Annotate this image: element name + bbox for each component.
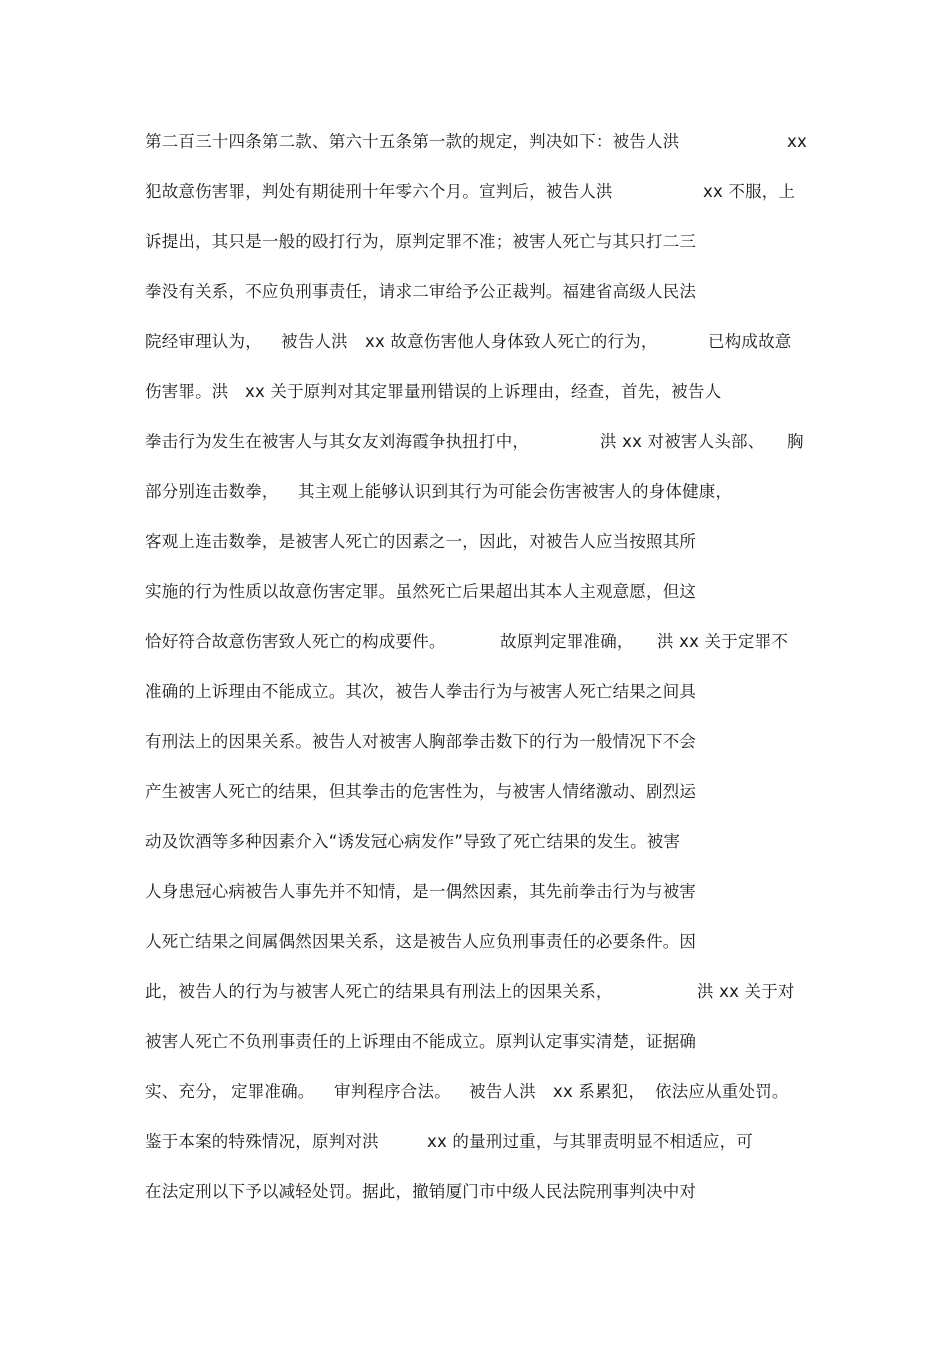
text-line	[145, 429, 804, 455]
text-segment: xx 系累犯，	[553, 1082, 646, 1101]
text-segment: 院经审理认为，	[145, 332, 262, 351]
text-segment: 犯故意伤害罪，判处有期徒刑十年零六个月。宣判后，被告人洪	[145, 182, 613, 201]
text-segment: xx 故意伤害他人身体致人死亡的行为，	[365, 332, 658, 351]
text-segment: 拳没有关系，不应负刑事责任，请求二审给予公正裁判。福建省高级人民法	[145, 282, 697, 301]
text-segment: 部分别连击数拳，	[145, 482, 279, 501]
text-segment: 恰好符合故意伤害致人死亡的构成要件。	[145, 632, 446, 651]
text-segment: 动及饮酒等多种因素介入“诱发冠心病发作”导致了死亡结果的发生。被害	[145, 832, 681, 851]
text-segment: 胸	[787, 432, 804, 451]
text-segment: 实施的行为性质以故意伤害定罪。虽然死亡后果超出其本人主观意愿，但这	[145, 582, 697, 601]
text-line	[145, 579, 697, 605]
text-segment: xx 不服，上	[703, 182, 796, 201]
text-segment: xx 的量刑过重，与其罪责明显不相适应，可	[427, 1132, 753, 1151]
text-segment: 被告人洪	[281, 332, 348, 351]
text-segment: 洪 xx 关于定罪不	[657, 632, 789, 651]
text-segment: 其主观上能够认识到其行为可能会伤害被害人的身体健康，	[298, 482, 733, 501]
text-line	[145, 779, 697, 805]
text-segment: 拳击行为发生在被害人与其女友刘海霞争执扭打中，	[145, 432, 530, 451]
text-line	[145, 829, 681, 855]
text-line	[145, 629, 789, 655]
text-segment: 洪 xx 对被害人头部、	[600, 432, 765, 451]
text-segment: 被害人死亡不负刑事责任的上诉理由不能成立。原判认定事实清楚，证据确	[145, 1032, 697, 1051]
text-line	[145, 1179, 697, 1205]
text-segment: 客观上连击数拳，是被害人死亡的因素之一，因此，对被告人应当按照其所	[145, 532, 697, 551]
text-segment: 此，被告人的行为与被害人死亡的结果具有刑法上的因果关系，	[145, 982, 613, 1001]
text-line	[145, 179, 796, 205]
text-segment: 故原判定罪准确，	[500, 632, 634, 651]
text-line	[145, 679, 697, 705]
text-line	[145, 1079, 789, 1105]
text-line	[145, 879, 697, 905]
text-segment: xx	[787, 132, 807, 151]
text-segment: 产生被害人死亡的结果，但其拳击的危害性为，与被害人情绪激动、剧烈运	[145, 782, 697, 801]
text-segment: 被告人洪	[469, 1082, 536, 1101]
text-line	[145, 379, 722, 405]
text-line	[145, 979, 795, 1005]
text-segment: 已构成故意	[708, 332, 792, 351]
text-segment: 实、充分，	[145, 1082, 229, 1101]
text-segment: 审判程序合法。	[334, 1082, 451, 1101]
text-line	[145, 279, 697, 305]
text-line	[145, 329, 792, 355]
text-segment: 在法定刑以下予以减轻处罚。据此，撤销厦门市中级人民法院刑事判决中对	[145, 1182, 697, 1201]
text-segment: 有刑法上的因果关系。被告人对被害人胸部拳击数下的行为一般情况下不会	[145, 732, 697, 751]
text-segment: 准确的上诉理由不能成立。其次，被告人拳击行为与被害人死亡结果之间具	[145, 682, 697, 701]
text-line	[145, 129, 807, 155]
text-segment: 洪 xx 关于对	[697, 982, 795, 1001]
text-line	[145, 929, 697, 955]
text-segment: 鉴于本案的特殊情况，原判对洪	[145, 1132, 379, 1151]
text-segment: 伤害罪。洪	[145, 382, 229, 401]
text-segment: 人身患冠心病被告人事先并不知情，是一偶然因素，其先前拳击行为与被害	[145, 882, 697, 901]
text-line	[145, 729, 697, 755]
text-segment: 人死亡结果之间属偶然因果关系，这是被告人应负刑事责任的必要条件。因	[145, 932, 697, 951]
text-segment: xx 关于原判对其定罪量刑错误的上诉理由，经查，首先，被告人	[245, 382, 722, 401]
text-line	[145, 229, 697, 255]
text-line	[145, 1129, 753, 1155]
text-segment: 第二百三十四条第二款、第六十五条第一款的规定，判决如下：被告人洪	[145, 132, 680, 151]
text-segment: 定罪准确。	[231, 1082, 315, 1101]
text-segment: 诉提出，其只是一般的殴打行为，原判定罪不准；被害人死亡与其只打二三	[145, 232, 697, 251]
text-line	[145, 1029, 697, 1055]
text-segment: 依法应从重处罚。	[655, 1082, 789, 1101]
text-line	[145, 479, 733, 505]
text-line	[145, 529, 697, 555]
